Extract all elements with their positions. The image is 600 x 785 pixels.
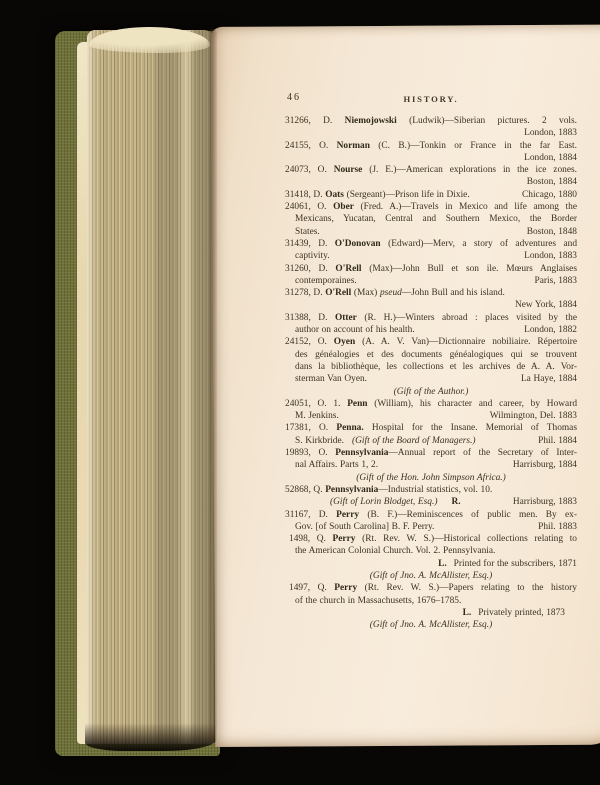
- publication-info: [535, 275, 578, 287]
- text-segment: 1497, Q.: [289, 583, 335, 594]
- catalog-line: [285, 484, 577, 496]
- text-segment: 31167, D.: [285, 509, 337, 520]
- text-segment: Boston, 1848: [526, 226, 577, 237]
- text-segment: 24061, O.: [285, 202, 334, 213]
- catalog-line: [285, 386, 577, 398]
- catalog-line: [285, 521, 577, 533]
- text-segment: 19893, O.: [285, 448, 336, 459]
- publication-info: [521, 373, 577, 385]
- catalog-line: [285, 152, 577, 164]
- text-segment: La Haye, 1884: [520, 374, 577, 385]
- text-segment: (Gift of Jno. A. McAllister, Esq.): [369, 570, 493, 581]
- text-segment: M. Jenkins.: [295, 411, 339, 422]
- publication-info: [490, 410, 577, 422]
- catalog-line: [285, 238, 577, 250]
- text-segment: Oats: [325, 189, 344, 200]
- text-segment: (Gift of the Board of Managers.): [352, 435, 476, 446]
- fore-edge-page-stack: [87, 30, 214, 744]
- publication-info: [527, 226, 577, 238]
- text-segment: Penn: [347, 398, 368, 409]
- publication-info: [513, 496, 577, 508]
- text-segment: of the church in Massachusetts, 1676–1785.: [295, 595, 462, 606]
- page-header: [285, 92, 577, 105]
- text-segment: Perry: [336, 509, 360, 520]
- text-segment: (Edward)—Merv, a story of adventures and: [380, 238, 577, 249]
- text-segment: Ober: [333, 202, 354, 213]
- entry-text: [295, 226, 320, 238]
- catalog-line: [285, 201, 577, 213]
- text-segment: Gov. [of South Carolina] B. F. Perry.: [295, 521, 435, 532]
- text-segment: —Annual report of the Secretary of Inter-: [388, 448, 577, 459]
- text-segment: nal Affairs. Parts 1, 2.: [295, 460, 379, 471]
- entry-text: [330, 496, 461, 508]
- text-segment: sterman Van Oyen.: [295, 374, 368, 385]
- catalog-line: [285, 496, 577, 508]
- text-segment: L.: [462, 607, 472, 618]
- text-segment: Privately printed, 1873: [478, 607, 565, 618]
- text-segment: 17381, O.: [285, 423, 337, 434]
- text-segment: the American Colonial Church. Vol. 2. Pennsylvania.: [295, 546, 496, 557]
- text-segment: (Gift of Lorin Blodget, Esq.): [330, 497, 438, 508]
- catalog-line: [285, 447, 577, 459]
- text-segment: (William), his character and career, by Howard: [367, 398, 577, 409]
- entry-text: [295, 275, 357, 287]
- text-segment: (Fred. A.)—Travels in Mexico and life among the: [353, 202, 577, 213]
- catalog-line: [285, 435, 577, 447]
- text-segment: Pennsylvania: [335, 448, 389, 459]
- publication-info: [522, 189, 577, 201]
- text-segment: 1498, Q.: [289, 534, 333, 545]
- text-segment: Harrisburg, 1884: [512, 460, 577, 471]
- text-segment: Wilmington, Del. 1883: [489, 411, 577, 422]
- text-segment: —John Bull and his island.: [401, 288, 505, 299]
- running-head: HISTORY.: [403, 94, 459, 104]
- text-segment: New York, 1884: [514, 300, 577, 311]
- catalog-line: [285, 127, 577, 139]
- text-segment: 31388, D.: [285, 312, 335, 323]
- catalog-line: [285, 422, 577, 434]
- text-segment: —Industrial statistics, vol. 10.: [378, 484, 493, 495]
- text-segment: S. Kirkbride.: [295, 435, 344, 446]
- catalog-line: [285, 164, 577, 176]
- text-segment: (Ludwik)—Siberian pictures. 2 vols.: [396, 116, 577, 126]
- text-segment: Paris, 1883: [534, 275, 577, 286]
- catalog-line: [285, 275, 577, 287]
- text-segment: (Max): [351, 288, 380, 299]
- catalog-line: [285, 533, 577, 545]
- text-segment: 24155, O.: [285, 140, 337, 151]
- catalog-line: [285, 336, 577, 348]
- entry-text: [285, 189, 470, 201]
- text-segment: pseud: [379, 288, 402, 299]
- entry-text: [295, 373, 367, 385]
- text-segment: 24073, O.: [285, 165, 334, 176]
- text-segment: 52868, Q.: [285, 484, 326, 495]
- text-segment: 31260, D.: [285, 263, 336, 274]
- catalog-line: [285, 299, 577, 311]
- text-segment: 31439, D.: [285, 238, 335, 249]
- catalog-line: [285, 213, 577, 225]
- catalog-line: [285, 373, 577, 385]
- text-segment: Perry: [332, 534, 356, 545]
- text-segment: contemporaines.: [295, 275, 357, 286]
- catalog-line: [285, 324, 577, 336]
- text-segment: R.: [451, 497, 461, 508]
- text-segment: Hospital for the Insane. Memorial of Thomas: [363, 423, 577, 434]
- entry-text: [295, 459, 378, 471]
- entry-text: [295, 250, 330, 262]
- catalog-line: [285, 140, 577, 152]
- text-segment: dans la bibliothèque, les collections et les archives de A. A. Vor-: [295, 361, 577, 372]
- text-segment: Niemojowski: [344, 116, 397, 126]
- catalog-line: [285, 287, 577, 299]
- text-segment: des généalogies et des documents généalogiques qui se trouvent: [295, 349, 577, 360]
- entry-text: [295, 435, 476, 447]
- text-segment: Pennsylvania: [325, 484, 379, 495]
- catalog-line: [285, 349, 577, 361]
- text-segment: Mexicans, Yucatan, Central and Southern Mexico, the Border: [295, 214, 577, 225]
- catalog-line: [285, 115, 577, 127]
- text-segment: Harrisburg, 1883: [512, 497, 577, 508]
- text-segment: O'Rell: [335, 263, 362, 274]
- publication-info: [513, 459, 577, 471]
- page-gutter-shadow: [206, 29, 217, 743]
- catalog-line: [285, 410, 577, 422]
- text-segment: Phil. 1883: [538, 521, 577, 532]
- text-segment: captivity.: [295, 251, 330, 262]
- text-segment: Boston, 1884: [526, 177, 577, 188]
- text-segment: (Gift of the Author.): [393, 386, 469, 397]
- text-segment: London, 1883: [524, 251, 577, 262]
- publication-info: [524, 324, 577, 336]
- catalog-line: [285, 226, 577, 238]
- text-segment: (Rt. Rev. W. S.)—Historical collections relating to: [355, 534, 577, 545]
- text-segment: author on account of his health.: [295, 325, 415, 336]
- text-segment: (Gift of Jno. A. McAllister, Esq.): [369, 620, 493, 631]
- text-segment: O'Rell: [325, 288, 352, 299]
- text-segment: Phil. 1884: [538, 435, 577, 446]
- text-segment: 31278, D.: [285, 288, 326, 299]
- text-segment: London, 1884: [524, 152, 577, 163]
- publication-info: [538, 521, 577, 533]
- text-segment: (Sergeant)—Prison life in Dixie.: [343, 189, 470, 200]
- catalog-line: [285, 545, 577, 557]
- entry-text: [295, 324, 415, 336]
- text-segment: Printed for the subscribers, 1871: [453, 558, 577, 569]
- text-segment: States.: [295, 226, 320, 237]
- entry-text: [295, 410, 339, 422]
- catalog-lines: [285, 115, 577, 631]
- text-segment: London, 1882: [524, 325, 577, 336]
- catalog-line: [285, 582, 577, 594]
- text-segment: O'Donovan: [334, 238, 381, 249]
- catalog-line: [285, 472, 577, 484]
- catalog-line: [285, 595, 577, 607]
- text-segment: L.: [438, 558, 447, 569]
- catalog-line: [285, 189, 577, 201]
- page-number: 46: [287, 92, 301, 103]
- text-segment: Perry: [334, 583, 358, 594]
- catalog-line: [285, 509, 577, 521]
- text-segment: Chicago, 1880: [522, 189, 577, 200]
- entry-text: [295, 521, 434, 533]
- text-segment: Oyen: [333, 337, 356, 348]
- text-segment: 24152, O.: [285, 337, 334, 348]
- text-segment: (C. B.)—Tonkin or France in the far East.: [369, 140, 577, 151]
- catalog-line: [285, 263, 577, 275]
- catalog-line: [285, 398, 577, 410]
- text-segment: London, 1883: [524, 128, 577, 139]
- catalog-line: [285, 459, 577, 471]
- printed-text-block: [285, 92, 577, 631]
- catalog-line: [285, 558, 577, 570]
- text-segment: 31266, D.: [285, 116, 345, 126]
- text-segment: Nourse: [333, 165, 363, 176]
- publication-info: [538, 435, 577, 447]
- text-segment: (A. A. V. Van)—Dictionnaire nobiliaire. Répertoire: [355, 337, 577, 348]
- text-segment: (Gift of the Hon. John Simpson Africa.): [356, 472, 506, 483]
- catalog-line: [285, 570, 577, 582]
- text-segment: Otter: [334, 312, 357, 323]
- text-segment: 24051, O. 1.: [285, 398, 348, 409]
- catalog-line: [285, 607, 577, 619]
- catalog-line: [285, 176, 577, 188]
- text-segment: (R. H.)—Winters abroad : places visited by the: [356, 312, 577, 323]
- publication-info: [524, 250, 577, 262]
- text-segment: (B. F.)—Reminiscences of public men. By ex-: [359, 509, 577, 520]
- text-segment: (J. E.)—American explorations in the ice zones.: [362, 165, 577, 176]
- catalog-line: [285, 361, 577, 373]
- text-segment: 31418, D.: [285, 189, 326, 200]
- catalog-line: [285, 619, 577, 631]
- catalog-line: [285, 312, 577, 324]
- text-segment: (Rt. Rev. W. S.)—Papers relating to the history: [357, 583, 577, 594]
- text-segment: (Max)—John Bull et son ile. Mœurs Anglaises: [361, 263, 577, 274]
- text-segment: Penna.: [336, 423, 364, 434]
- text-segment: Norman: [336, 140, 370, 151]
- catalog-line: [285, 250, 577, 262]
